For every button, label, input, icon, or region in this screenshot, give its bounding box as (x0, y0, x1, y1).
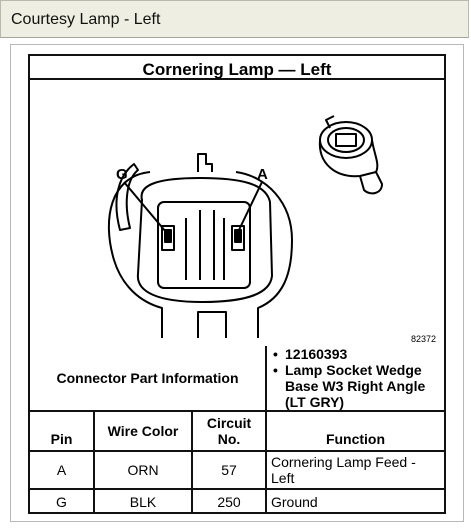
col-header-function: Function (266, 411, 444, 451)
connector-part-number: • 12160393 (271, 346, 440, 362)
table-header-row (30, 411, 444, 451)
connector-drawing (30, 80, 444, 346)
connector-info-items (266, 346, 444, 411)
connector-table (30, 346, 444, 513)
col-header-wire-color: Wire Color (94, 411, 192, 451)
figure-number: 82372 (410, 334, 436, 344)
pin-cell: G (30, 489, 94, 513)
diagram-title: Cornering Lamp — Left (30, 56, 444, 80)
connector-sheet (28, 54, 446, 514)
table-row (30, 489, 444, 513)
col-header-circuit: Circuit No. (192, 411, 266, 451)
connector-description: • Lamp Socket Wedge Base W3 Right Angle (LT GRY) (271, 362, 440, 410)
socket-iso-view (320, 116, 382, 193)
connector-figure (30, 80, 444, 346)
socket-tab (198, 154, 212, 172)
circuit-cell: 250 (192, 489, 266, 513)
pin-label-a: A (257, 166, 268, 183)
function-cell: Cornering Lamp Feed - Left (266, 451, 444, 489)
circuit-cell: 57 (192, 451, 266, 489)
connector-info-row (30, 346, 444, 411)
table-row (30, 451, 444, 489)
pin-label-g: G (116, 166, 128, 183)
header-title: Courtesy Lamp - Left (11, 11, 161, 28)
window-header (0, 0, 469, 38)
wire-color-cell: BLK (94, 489, 192, 513)
wire-color-cell: ORN (94, 451, 192, 489)
function-cell: Ground (266, 489, 444, 513)
col-header-pin: Pin (30, 411, 94, 451)
connector-cavity (158, 202, 250, 288)
connector-info-label: Connector Part Information (30, 346, 266, 411)
pin-cell: A (30, 451, 94, 489)
center-key (186, 210, 224, 280)
